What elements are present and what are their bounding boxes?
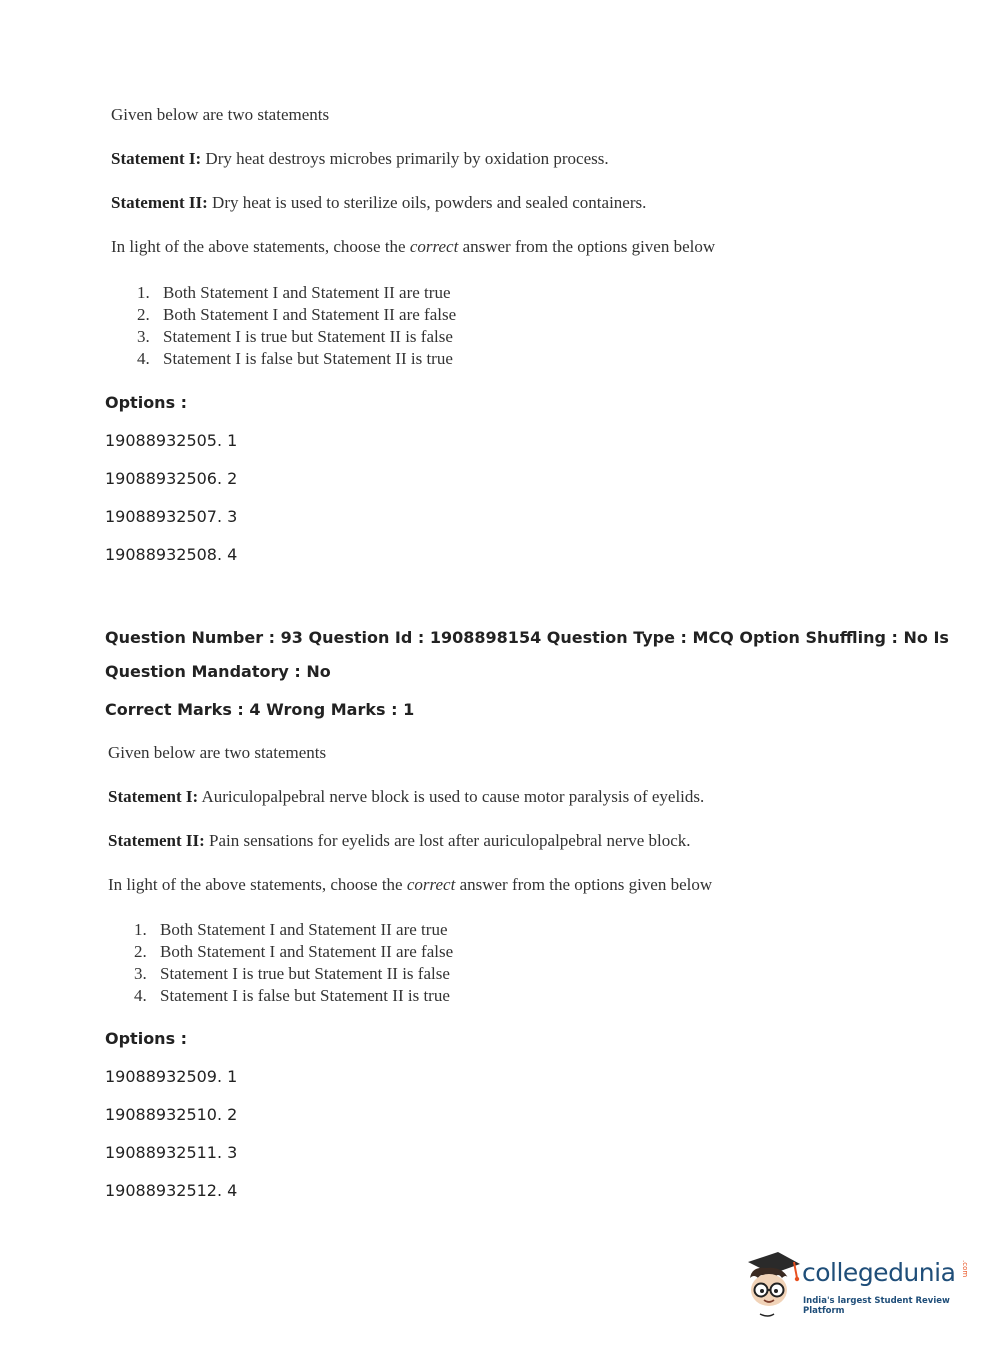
q2-instruction bbox=[108, 875, 712, 895]
q1-choice-4-text: Statement I is false but Statement II is true bbox=[163, 349, 453, 368]
q2-option-4: 19088932512. 4 bbox=[105, 1181, 238, 1200]
q1-choice-3 bbox=[137, 326, 456, 348]
q1-choice-4 bbox=[137, 348, 456, 370]
q1-statement-1 bbox=[111, 149, 609, 169]
q2-choice-2-num: 2. bbox=[134, 942, 147, 961]
q2-choice-4-text: Statement I is false but Statement II is true bbox=[160, 986, 450, 1005]
q2-header-line-2: Question Mandatory : No bbox=[105, 662, 331, 681]
logo-domain-suffix: .com bbox=[961, 1260, 969, 1278]
logo-wordmark: collegedunia bbox=[802, 1258, 956, 1287]
q1-statement-2-text: Dry heat is used to sterilize oils, powders and sealed containers. bbox=[207, 193, 647, 212]
q2-instruction-post: answer from the options given below bbox=[455, 875, 713, 894]
q2-choice-2 bbox=[134, 941, 453, 963]
q2-statement-1-text: Auriculopalpebral nerve block is used to cause motor paralysis of eyelids. bbox=[198, 787, 705, 806]
q2-statement-2-label: Statement II: bbox=[108, 831, 205, 850]
q1-statement-1-label: Statement I: bbox=[111, 149, 202, 168]
q2-option-1: 19088932509. 1 bbox=[105, 1067, 238, 1086]
logo-tagline: India's largest Student Review Platform bbox=[803, 1296, 950, 1316]
q2-choice-1 bbox=[134, 919, 453, 941]
q1-choice-list bbox=[137, 282, 456, 370]
q1-choice-2-text: Both Statement I and Statement II are false bbox=[163, 305, 457, 324]
q1-option-1: 19088932505. 1 bbox=[105, 431, 238, 450]
q2-statement-1 bbox=[108, 787, 704, 807]
q2-choice-3-num: 3. bbox=[134, 964, 147, 983]
mascot-graduate-icon bbox=[742, 1248, 804, 1320]
q1-choice-1-num: 1. bbox=[137, 283, 150, 302]
q1-statement-2-label: Statement II: bbox=[111, 193, 208, 212]
q2-option-3: 19088932511. 3 bbox=[105, 1143, 238, 1162]
q2-marks: Correct Marks : 4 Wrong Marks : 1 bbox=[105, 700, 415, 719]
q1-choice-2 bbox=[137, 304, 456, 326]
q1-option-3: 19088932507. 3 bbox=[105, 507, 238, 526]
q1-instruction-emphasis: correct bbox=[409, 237, 459, 256]
q1-choice-2-num: 2. bbox=[137, 305, 150, 324]
q2-instruction-pre: In light of the above statements, choose the bbox=[108, 875, 407, 894]
q1-choice-1 bbox=[137, 282, 456, 304]
q2-statement-2-text: Pain sensations for eyelids are lost after auriculopalpebral nerve block. bbox=[204, 831, 691, 850]
q1-options-label: Options : bbox=[105, 393, 188, 412]
q2-intro: Given below are two statements bbox=[108, 743, 327, 762]
q2-choice-3-text: Statement I is true but Statement II is false bbox=[160, 964, 450, 983]
q2-choice-3 bbox=[134, 963, 453, 985]
q2-statement-2 bbox=[108, 831, 691, 851]
q2-statement-1-label: Statement I: bbox=[108, 787, 199, 806]
q1-statement-1-text: Dry heat destroys microbes primarily by oxidation process. bbox=[201, 149, 609, 168]
q2-choice-1-text: Both Statement I and Statement II are true bbox=[160, 920, 448, 939]
q2-choice-2-text: Both Statement I and Statement II are false bbox=[160, 942, 454, 961]
q2-choice-1-num: 1. bbox=[134, 920, 147, 939]
q1-choice-4-num: 4. bbox=[137, 349, 150, 368]
q1-choice-3-text: Statement I is true but Statement II is false bbox=[163, 327, 453, 346]
q2-header-line-1: Question Number : 93 Question Id : 1908898154 Question Type : MCQ Option Shuffling : No Is bbox=[105, 628, 949, 647]
q1-choice-1-text: Both Statement I and Statement II are true bbox=[163, 283, 451, 302]
q1-intro: Given below are two statements bbox=[111, 105, 330, 124]
q2-options-label: Options : bbox=[105, 1029, 188, 1048]
q2-choice-list bbox=[134, 919, 453, 1007]
q2-instruction-emphasis: correct bbox=[406, 875, 456, 894]
q1-choice-3-num: 3. bbox=[137, 327, 150, 346]
collegedunia-logo bbox=[742, 1248, 972, 1320]
q1-instruction bbox=[111, 237, 715, 257]
q2-choice-4 bbox=[134, 985, 453, 1007]
q2-choice-4-num: 4. bbox=[134, 986, 147, 1005]
q1-instruction-pre: In light of the above statements, choose the bbox=[111, 237, 410, 256]
q2-option-2: 19088932510. 2 bbox=[105, 1105, 238, 1124]
q1-option-2: 19088932506. 2 bbox=[105, 469, 238, 488]
q1-statement-2 bbox=[111, 193, 646, 213]
q1-instruction-post: answer from the options given below bbox=[458, 237, 716, 256]
q1-option-4: 19088932508. 4 bbox=[105, 545, 238, 564]
